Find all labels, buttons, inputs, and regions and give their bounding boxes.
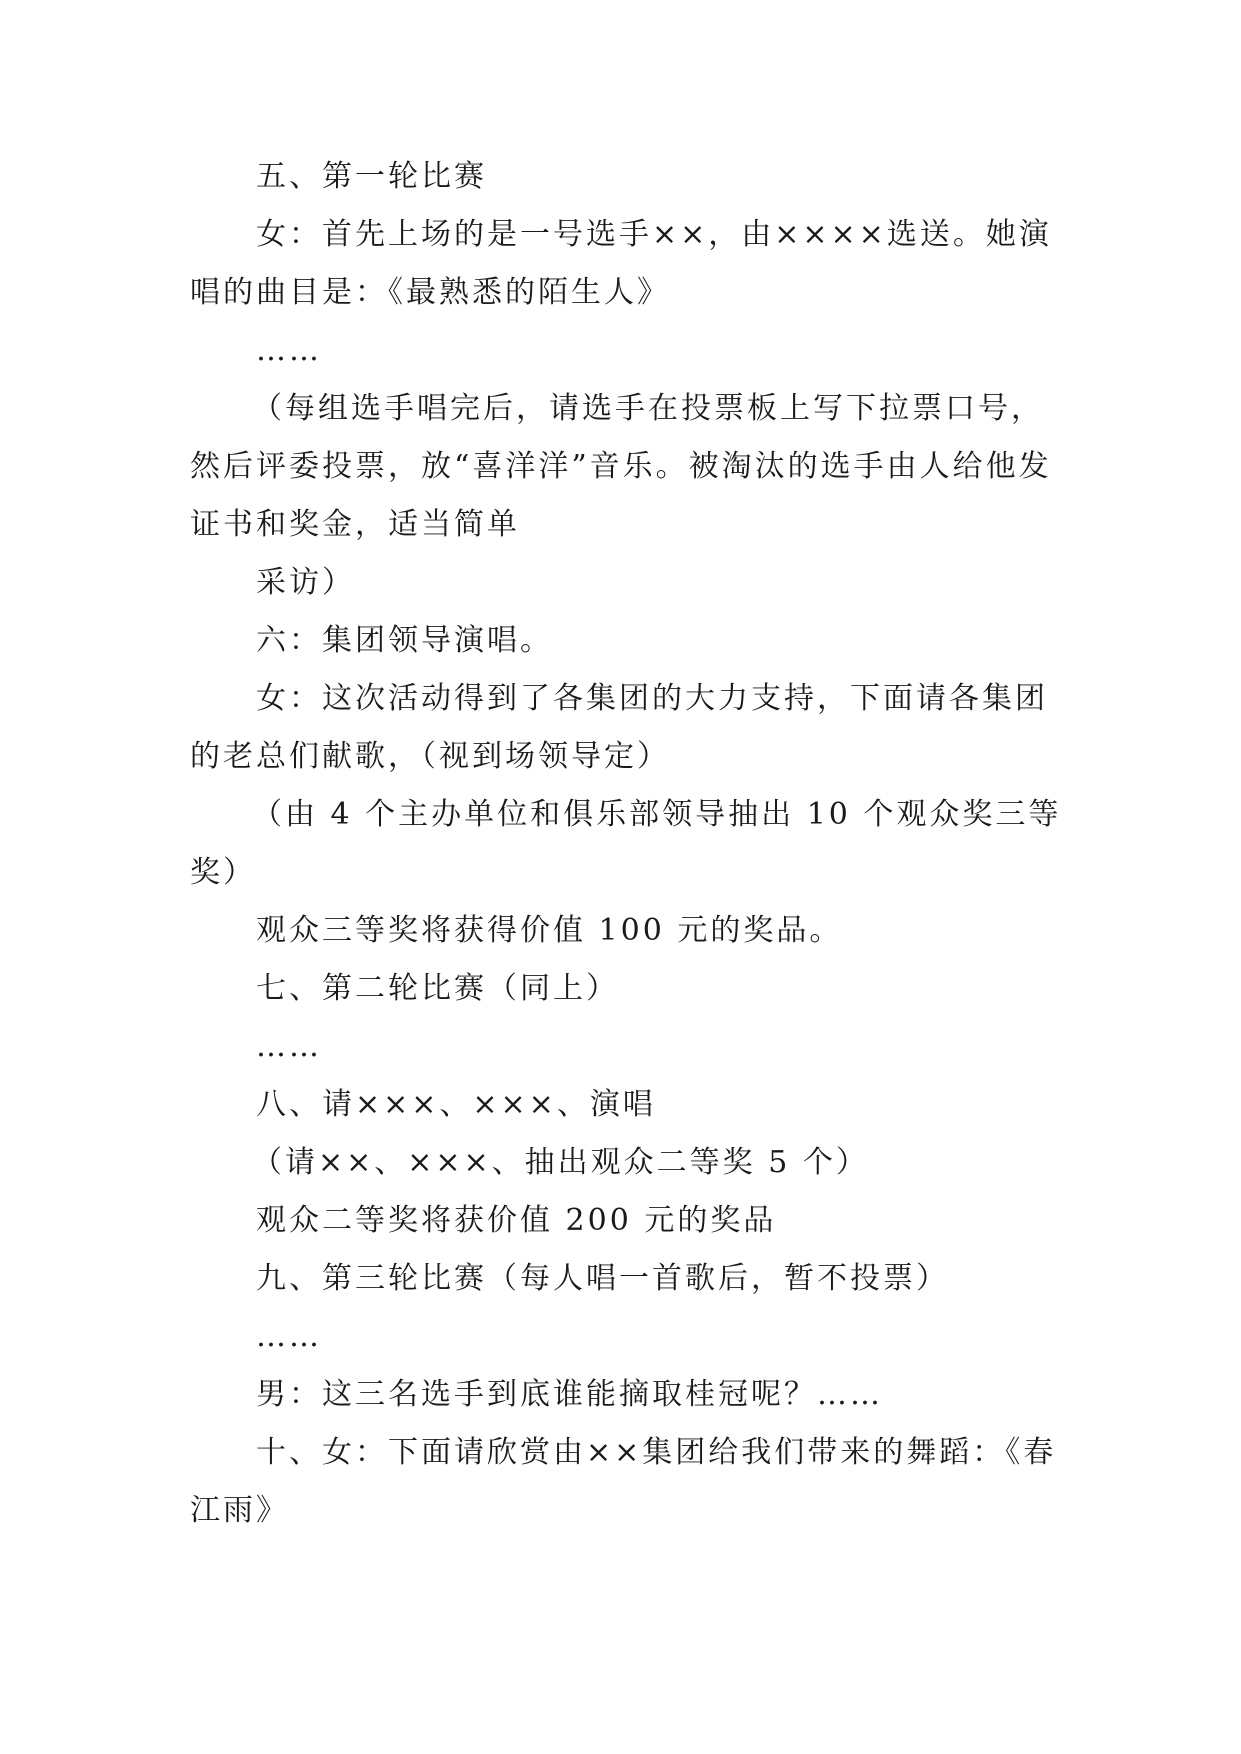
section-heading-dance: 十、女：下面请欣赏由××集团给我们带来的舞蹈：《春江雨》 [190,1435,1057,1528]
stage-direction-interview: 采访） [256,565,355,600]
second-prize-note: 观众二等奖将获价值 200 元的奖品 [256,1203,777,1238]
stage-direction-second-prize: （请××、×××、抽出观众二等奖 5 个） [252,1145,869,1180]
section-heading-round-one: 五、第一轮比赛 [256,159,487,194]
host-line-leaders: 女：这次活动得到了各集团的大力支持，下面请各集团的老总们献歌，（视到场领导定） [190,681,1048,774]
ellipsis-line: …… [256,333,322,368]
host-line-first-contestant: 女：首先上场的是一号选手××，由××××选送。她演唱的曲目是：《最熟悉的陌生人》 [190,217,1052,310]
third-prize-note: 观众三等奖将获得价值 100 元的奖品。 [256,913,843,948]
document-body [190,148,1065,1540]
ellipsis-line: …… [256,1319,322,1354]
host-line-finalists: 男：这三名选手到底谁能摘取桂冠呢？…… [256,1377,883,1412]
ellipsis-line: …… [256,1029,322,1064]
section-heading-round-two: 七、第二轮比赛（同上） [256,971,619,1006]
stage-direction-voting: （每组选手唱完后，请选手在投票板上写下拉票口号，然后评委投票，放“喜洋洋”音乐。被淘汰的选手由人给他发证书和奖金，适当简单 [190,391,1052,542]
section-heading-round-three: 九、第三轮比赛（每人唱一首歌后，暂不投票） [256,1261,949,1296]
section-heading-performance: 八、请×××、×××、演唱 [256,1087,656,1122]
section-heading-leaders-sing: 六：集团领导演唱。 [256,623,553,658]
stage-direction-third-prize: （由 4 个主办单位和俱乐部领导抽出 10 个观众奖三等奖） [190,797,1062,890]
